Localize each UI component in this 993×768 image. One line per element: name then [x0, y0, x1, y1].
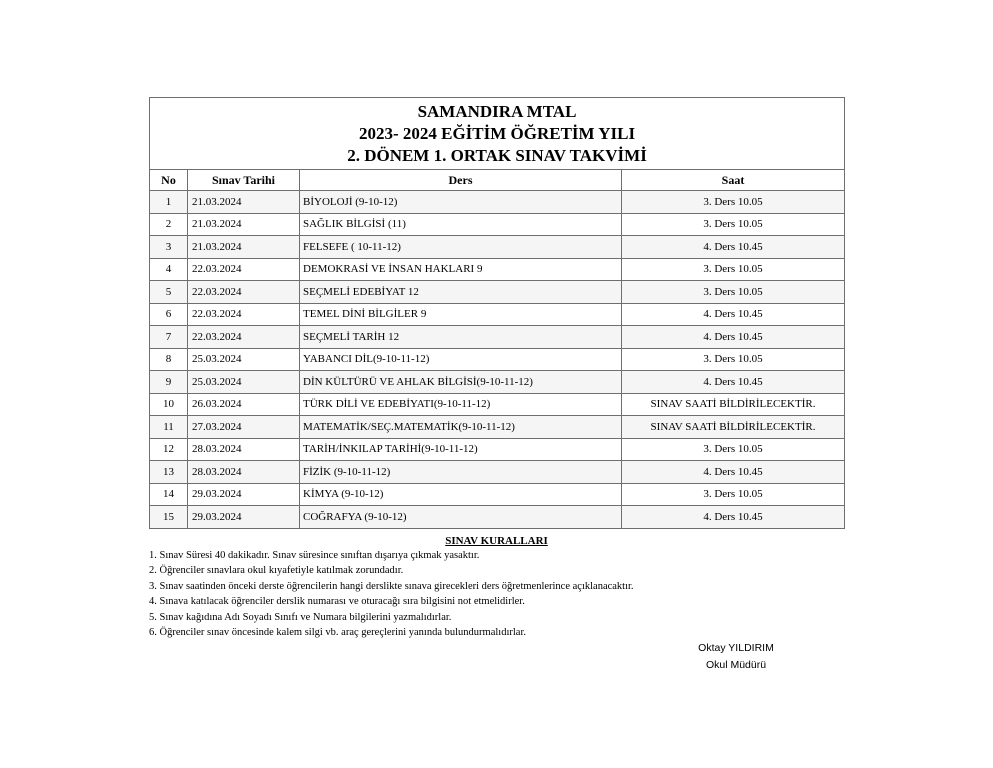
cell-date: 29.03.2024	[188, 506, 300, 529]
table-row	[150, 461, 845, 484]
cell-time: SINAV SAATİ BİLDİRİLECEKTİR.	[622, 393, 845, 416]
exam-schedule-sheet	[149, 97, 844, 529]
rule-item: 3. Sınav saatinden önceki derste öğrencilerin hangi derslikte sınava girecekleri ders öğretmenlerince açıklanacaktır.	[149, 580, 634, 592]
cell-time: 3. Ders 10.05	[622, 281, 845, 304]
column-header-time: Saat	[622, 170, 845, 191]
schedule-title: 2. DÖNEM 1. ORTAK SINAV TAKVİMİ	[347, 145, 647, 165]
cell-no: 6	[150, 303, 188, 326]
cell-no: 7	[150, 326, 188, 349]
cell-time: 3. Ders 10.05	[622, 191, 845, 214]
cell-no: 8	[150, 348, 188, 371]
exam-rules	[149, 534, 844, 640]
cell-course: BİYOLOJİ (9-10-12)	[300, 191, 622, 214]
cell-date: 21.03.2024	[188, 191, 300, 214]
academic-year: 2023- 2024 EĞİTİM ÖĞRETİM YILI	[358, 123, 636, 143]
table-body	[150, 191, 845, 529]
signature-block	[676, 640, 796, 674]
table-row	[150, 236, 845, 259]
signature-role: Okul Müdürü	[705, 659, 767, 671]
table-row	[150, 483, 845, 506]
cell-date: 28.03.2024	[188, 438, 300, 461]
cell-course: SEÇMELİ TARİH 12	[300, 326, 622, 349]
cell-no: 4	[150, 258, 188, 281]
cell-course: MATEMATİK/SEÇ.MATEMATİK(9-10-11-12)	[300, 416, 622, 439]
cell-course: DEMOKRASİ VE İNSAN HAKLARI 9	[300, 258, 622, 281]
table-row	[150, 191, 845, 214]
cell-time: 4. Ders 10.45	[622, 236, 845, 259]
column-header-date: Sınav Tarihi	[188, 170, 300, 191]
cell-time: 4. Ders 10.45	[622, 371, 845, 394]
cell-course: YABANCI DİL(9-10-11-12)	[300, 348, 622, 371]
cell-time: 3. Ders 10.05	[622, 438, 845, 461]
column-header-course: Ders	[300, 170, 622, 191]
cell-course: DİN KÜLTÜRÜ VE AHLAK BİLGİSİ(9-10-11-12)	[300, 371, 622, 394]
school-name: SAMANDIRA MTAL	[417, 101, 577, 121]
table-row	[150, 213, 845, 236]
table-row	[150, 371, 845, 394]
rules-list	[149, 548, 844, 640]
cell-time: 4. Ders 10.45	[622, 506, 845, 529]
table-row	[150, 326, 845, 349]
cell-course: TEMEL DİNİ BİLGİLER 9	[300, 303, 622, 326]
cell-no: 14	[150, 483, 188, 506]
rule-item: 5. Sınav kağıdına Adı Soyadı Sınıfı ve Numara bilgilerini yazmalıdırlar.	[149, 611, 452, 623]
table-row	[150, 416, 845, 439]
cell-no: 12	[150, 438, 188, 461]
rules-title: SINAV KURALLARI	[445, 535, 548, 547]
cell-time: 3. Ders 10.05	[622, 258, 845, 281]
cell-no: 13	[150, 461, 188, 484]
cell-time: 3. Ders 10.05	[622, 348, 845, 371]
table-row	[150, 438, 845, 461]
table-row	[150, 281, 845, 304]
cell-no: 3	[150, 236, 188, 259]
rule-item: 6. Öğrenciler sınav öncesinde kalem silgi vb. araç gereçlerini yanında bulundurmalıdırlar.	[149, 627, 526, 639]
table-row	[150, 303, 845, 326]
cell-time: 4. Ders 10.45	[622, 461, 845, 484]
cell-course: SEÇMELİ EDEBİYAT 12	[300, 281, 622, 304]
cell-course: TÜRK DİLİ VE EDEBİYATI(9-10-11-12)	[300, 393, 622, 416]
cell-date: 25.03.2024	[188, 348, 300, 371]
cell-time: SINAV SAATİ BİLDİRİLECEKTİR.	[622, 416, 845, 439]
table-row	[150, 393, 845, 416]
cell-date: 25.03.2024	[188, 371, 300, 394]
rule-item: 2. Öğrenciler sınavlara okul kıyafetiyle katılmak zorundadır.	[149, 565, 404, 577]
signature-name: Oktay YILDIRIM	[698, 642, 774, 654]
rule-item: 4. Sınava katılacak öğrenciler derslik numarası ve oturacağı sıra bilgisini not etmelidirler.	[149, 596, 525, 608]
cell-course: KİMYA (9-10-12)	[300, 483, 622, 506]
cell-date: 22.03.2024	[188, 326, 300, 349]
table-header-row	[150, 170, 845, 191]
table-row	[150, 258, 845, 281]
cell-no: 11	[150, 416, 188, 439]
table-row	[150, 506, 845, 529]
cell-time: 3. Ders 10.05	[622, 213, 845, 236]
cell-date: 22.03.2024	[188, 281, 300, 304]
cell-course: FİZİK (9-10-11-12)	[300, 461, 622, 484]
cell-date: 22.03.2024	[188, 303, 300, 326]
cell-date: 21.03.2024	[188, 213, 300, 236]
cell-no: 9	[150, 371, 188, 394]
cell-no: 10	[150, 393, 188, 416]
cell-course: TARİH/İNKILAP TARİHİ(9-10-11-12)	[300, 438, 622, 461]
document-title	[150, 98, 845, 170]
cell-no: 5	[150, 281, 188, 304]
cell-time: 3. Ders 10.05	[622, 483, 845, 506]
cell-date: 22.03.2024	[188, 258, 300, 281]
column-header-no: No	[150, 170, 188, 191]
cell-no: 2	[150, 213, 188, 236]
exam-schedule-table	[149, 97, 845, 529]
cell-course: FELSEFE ( 10-11-12)	[300, 236, 622, 259]
cell-no: 15	[150, 506, 188, 529]
cell-date: 26.03.2024	[188, 393, 300, 416]
cell-course: SAĞLIK BİLGİSİ (11)	[300, 213, 622, 236]
cell-date: 29.03.2024	[188, 483, 300, 506]
cell-date: 28.03.2024	[188, 461, 300, 484]
cell-time: 4. Ders 10.45	[622, 303, 845, 326]
table-row	[150, 348, 845, 371]
cell-date: 27.03.2024	[188, 416, 300, 439]
cell-course: COĞRAFYA (9-10-12)	[300, 506, 622, 529]
cell-no: 1	[150, 191, 188, 214]
cell-date: 21.03.2024	[188, 236, 300, 259]
cell-time: 4. Ders 10.45	[622, 326, 845, 349]
rule-item: 1. Sınav Süresi 40 dakikadır. Sınav süresince sınıftan dışarıya çıkmak yasaktır.	[149, 550, 480, 561]
